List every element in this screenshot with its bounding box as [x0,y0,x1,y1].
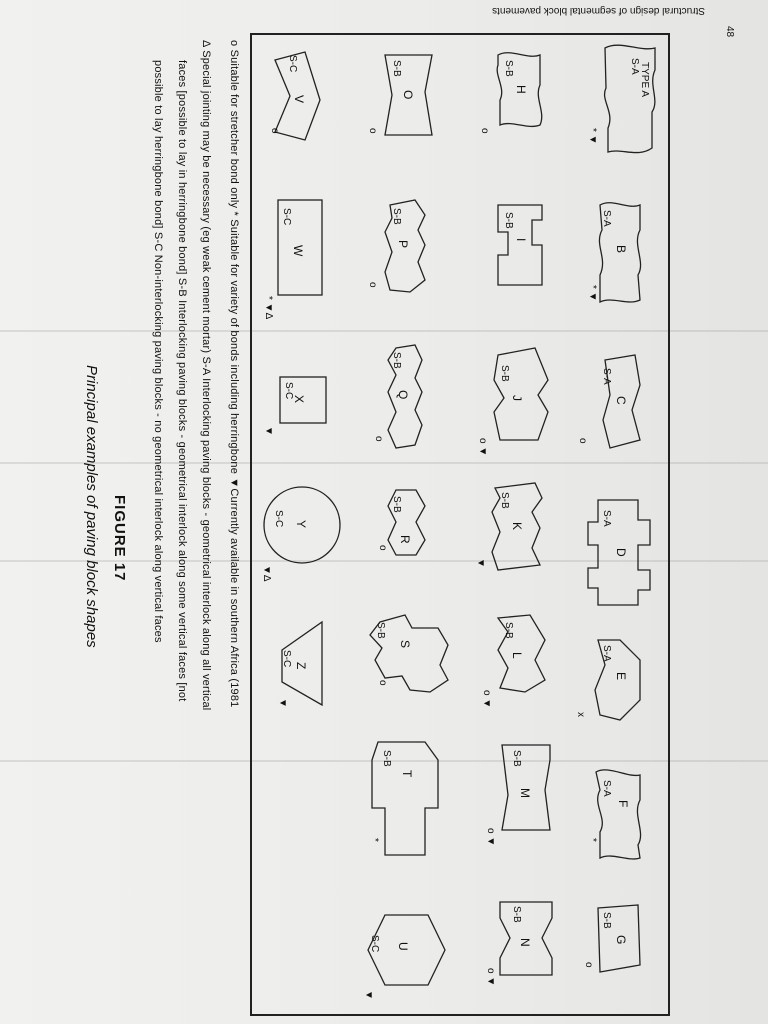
block-s-marks: o [377,680,388,686]
block-r-label: R [398,535,412,544]
block-v-marks: o [269,128,280,134]
block-w-type: S-C [281,208,292,226]
block-y-type: S-C [273,510,284,528]
block-v-label: V [292,95,306,104]
block-z-type: S-C [281,650,292,668]
block-s-type: S-B [375,622,386,639]
block-u-marks: ▼ [363,990,374,1000]
block-e-marks: x [575,712,586,717]
block-o-marks: o [367,128,378,134]
block-l-type: S-B [503,622,514,639]
block-q-marks: o [373,436,384,442]
legend-note-line3: faces [possible to lay in herringbone bond] S-B Interlocking paving blocks - geometrical interlock along some vertical faces [not [176,60,188,702]
block-i-label: I [514,238,528,242]
block-a-type: S-A [629,58,640,75]
block-q-type: S-B [391,352,402,369]
block-c-label: C [614,396,628,405]
block-a-label: TYPE A [639,62,650,98]
block-p-type: S-B [391,208,402,225]
legend-note-line4: possible to lay herringbone bond] S-C Non-interlocking paving blocks - no geometrical interlock along vertical faces [152,60,164,643]
block-n-label: N [518,938,532,947]
block-h-label: H [514,85,528,94]
block-x-marks: ▼ [263,426,274,436]
block-t-type: S-B [381,750,392,767]
page-header: Structural design of segmental block pavements [492,5,705,16]
block-u-label: U [396,942,410,951]
block-t-label: T [400,770,414,778]
block-g-label: G [614,935,628,945]
block-n-type: S-B [511,906,522,923]
block-l-marks: o ▼ [481,690,492,709]
block-f-type: S-A [601,780,612,797]
block-r-type: S-B [391,496,402,513]
block-c-type: S-A [601,368,612,385]
block-b-type: S-A [601,210,612,227]
block-z-label: Z [294,662,308,670]
block-y-marks: ▼Δ [261,565,272,582]
block-m-type: S-B [511,750,522,767]
block-d-label: D [614,548,628,557]
block-j-shape [494,348,548,440]
block-x-type: S-C [283,382,294,400]
block-u-type: S-C [369,935,380,953]
block-o-type: S-B [391,60,402,77]
block-h-type: S-B [503,60,514,77]
block-f-marks: * [587,838,598,842]
page-number-mark: 48 [724,26,735,38]
block-k-label: K [510,522,524,531]
block-m-label: M [518,788,532,798]
legend-note-line2: Δ Special jointing may be necessary (eg weak cement mortar) S-A Interlocking paving blocks - geometrical interlock along all vertical [200,40,212,711]
block-j-label: J [510,395,524,401]
block-w-marks: * ▼Δ [263,296,274,320]
block-e-label: E [614,672,628,681]
block-b-marks: * ▼ [587,285,598,302]
block-x-label: X [292,395,306,404]
block-k-type: S-B [499,492,510,509]
block-g-marks: o [583,962,594,968]
block-p-marks: o [367,282,378,288]
block-d-type: S-A [601,510,612,527]
block-h-marks: o [479,128,490,134]
block-n-marks: o ▼ [485,968,496,987]
block-z-marks: ▼ [277,698,288,708]
block-s-label: S [398,640,412,649]
block-y-label: Y [294,520,308,529]
block-i-type: S-B [503,212,514,229]
block-a-marks: * ▼ [587,128,598,145]
block-c-marks: o [577,438,588,444]
block-q-label: Q [396,390,410,400]
block-g-type: S-B [601,912,612,929]
block-p-label: P [396,240,410,249]
block-m-marks: o ▼ [485,828,496,847]
block-w-label: W [291,245,305,257]
legend-note-line1: o Suitable for stretcher bond only * Suitable for variety of bonds including herringbone ▼Currently available in southern Africa (1981 [228,40,240,708]
block-j-type: S-B [499,365,510,382]
block-v-type: S-C [287,55,298,73]
block-j-marks: o ▼ [477,438,488,457]
figure-subtitle: Principal examples of paving block shapes [83,365,100,648]
block-e-type: S-A [601,645,612,662]
block-b-label: B [614,245,628,254]
block-r-marks: o [377,545,388,551]
figure-title: FIGURE 17 [111,495,128,582]
block-f-label: F [616,800,630,808]
block-o-label: O [401,90,415,100]
block-l-label: L [510,652,524,659]
block-k-marks: ▼ [475,558,486,568]
block-t-marks: * [369,838,380,842]
